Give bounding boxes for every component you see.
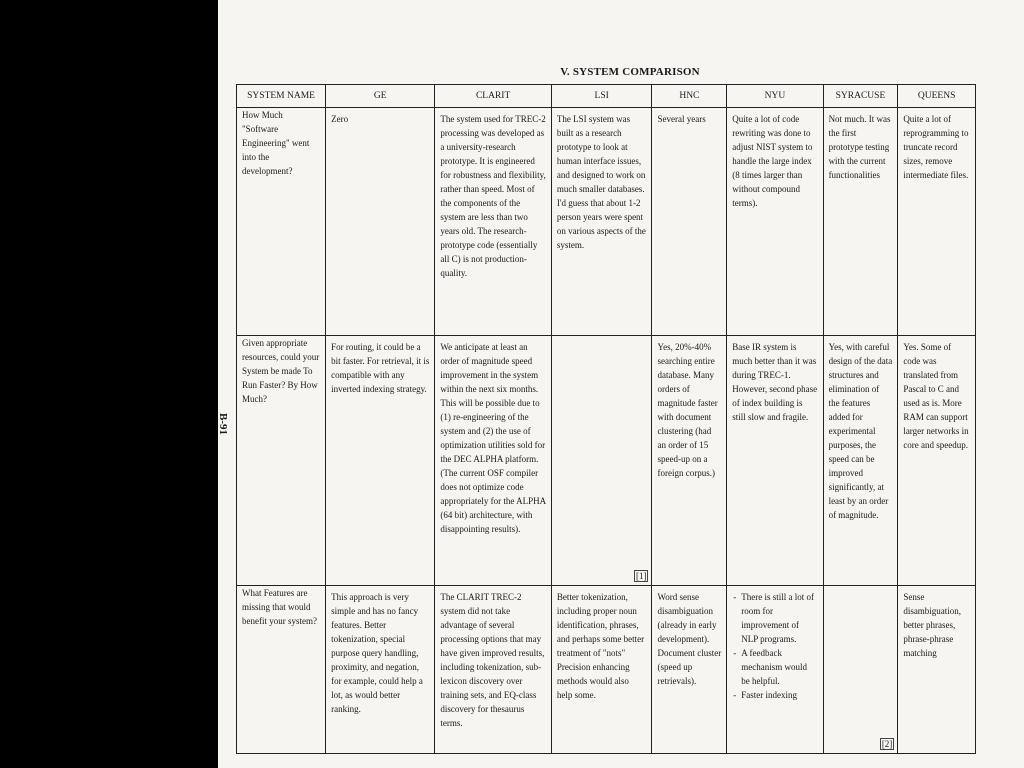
header-hnc: HNC [652,85,727,108]
list-item: - A feedback mechanism would be helpful. [741,646,817,688]
cell-ge [326,586,435,754]
question-cell [237,336,326,586]
cell-text [552,336,652,344]
cell-nyu [727,108,823,336]
footnote-marker: [1] [635,571,647,581]
cell-text: Yes, 20%-40% searching entire database. Many orders of magnitude faster with document clustering (had an order of 15 speed-up on a foreign corpus.) [657,342,718,478]
nyu-bullet-list [732,590,817,702]
cell-text: Yes. Some of code was translated from Pascal to C and used as is. More RAM can support larger networks in core and speedup. [903,342,969,450]
header-system-name: SYSTEM NAME [237,85,326,108]
header-ge: GE [326,85,435,108]
question-run-faster: Given appropriate resources, could your System be made To Run Faster? By How Much? [242,338,320,404]
question-software-engineering: How Much "Software Engineering" went into the development? [242,110,310,176]
cell-lsi [551,586,652,754]
system-comparison-table [236,84,976,754]
cell-hnc [652,586,727,754]
cell-text: Not much. It was the first prototype testing with the current functionalities [828,114,891,180]
list-item: - There is still a lot of room for improvement of NLP programs. [741,590,817,646]
cell-text [727,586,822,706]
header-nyu: NYU [727,85,823,108]
question-cell [237,586,326,754]
cell-clarit [435,108,551,336]
cell-hnc [652,108,727,336]
cell-text: Sense disambiguation, better phrases, phrase-phrase matching [903,592,962,658]
cell-text: Yes, with careful design of the data structures and elimination of the features added for experimental purposes, the speed can be improved significantly, at least by an order of magnitude. [828,342,893,520]
cell-text: Better tokenization, including proper noun identification, phrases, and perhaps some better treatment of "nots" Precision enhancing methods would also help some. [556,592,645,700]
cell-hnc [652,336,727,586]
cell-text: The LSI system was built as a research prototype to look at human interface issues, and designed to work on much smaller databases. I'd guess that about 1-2 person years were spent on various aspects of the system. [556,114,646,250]
cell-lsi [551,336,652,586]
cell-queens [898,586,976,754]
table-row [237,586,976,754]
cell-text: Quite a lot of code rewriting was done to adjust NIST system to handle the large index (8 times larger than without compound terms). [732,114,813,208]
cell-lsi [551,108,652,336]
cell-text: For routing, it could be a bit faster. For retrieval, it is compatible with any inverted indexing strategy. [331,342,430,394]
cell-text: We anticipate at least an order of magnitude speed improvement in the system within the next six months. This will be possible due to (1) re-engineering of the system and (2) the use of optimization utilities sold for the DEC ALPHA platform. (The current OSF compiler does not optimize code appropriately for the ALPHA (64 bit) architecture, with disappointing results). [440,342,546,534]
cell-text: Word sense disambiguation (already in early development). Document cluster (speed up retrievals). [657,592,722,686]
cell-clarit [435,336,551,586]
cell-queens [898,108,976,336]
table-row [237,108,976,336]
document-page [218,0,1024,768]
table-header-row [237,85,976,108]
cell-nyu [727,336,823,586]
cell-syracuse [823,336,898,586]
cell-text [824,586,898,594]
cell-text: This approach is very simple and has no fancy features. Better tokenization, special purpose query handling, proximity, and negation, for example, could help a lot, as would better ranking. [331,592,423,714]
cell-nyu [727,586,823,754]
cell-text: Zero [331,114,349,124]
cell-clarit [435,586,551,754]
cell-text: Base IR system is much better than it was during TREC-1. However, second phase of index building is still slow and fragile. [732,342,818,422]
cell-text: The CLARIT TREC-2 system did not take advantage of several processing options that may have given improved results, including tokenization, sub-lexicon discovery over training sets, and EQ-class discovery for thesaurus terms. [440,592,545,728]
list-item: - Faster indexing [741,688,817,702]
cell-ge [326,108,435,336]
cell-text: Several years [657,114,706,124]
header-queens: QUEENS [898,85,976,108]
page-title: V. SYSTEM COMPARISON [560,66,700,78]
header-clarit: CLARIT [435,85,551,108]
footnote-marker: [2] [881,739,893,749]
cell-syracuse [823,108,898,336]
question-missing-features: What Features are missing that would benefit your system? [242,588,317,626]
cell-queens [898,336,976,586]
cell-text: Quite a lot of reprogramming to truncate record sizes, remove intermediate files. [903,114,969,180]
cell-syracuse [823,586,898,754]
page-number-label: B-91 [217,413,229,435]
table-row [237,336,976,586]
cell-text: The system used for TREC-2 processing was developed as a university-research prototype. It is engineered for robustness and flexibility, rather than speed. Most of the components of the system are less than two years old. The research-prototype code (essentially all C) is not production-quality. [440,114,546,278]
cell-ge [326,336,435,586]
header-lsi: LSI [551,85,652,108]
header-syracuse: SYRACUSE [823,85,898,108]
question-cell [237,108,326,336]
